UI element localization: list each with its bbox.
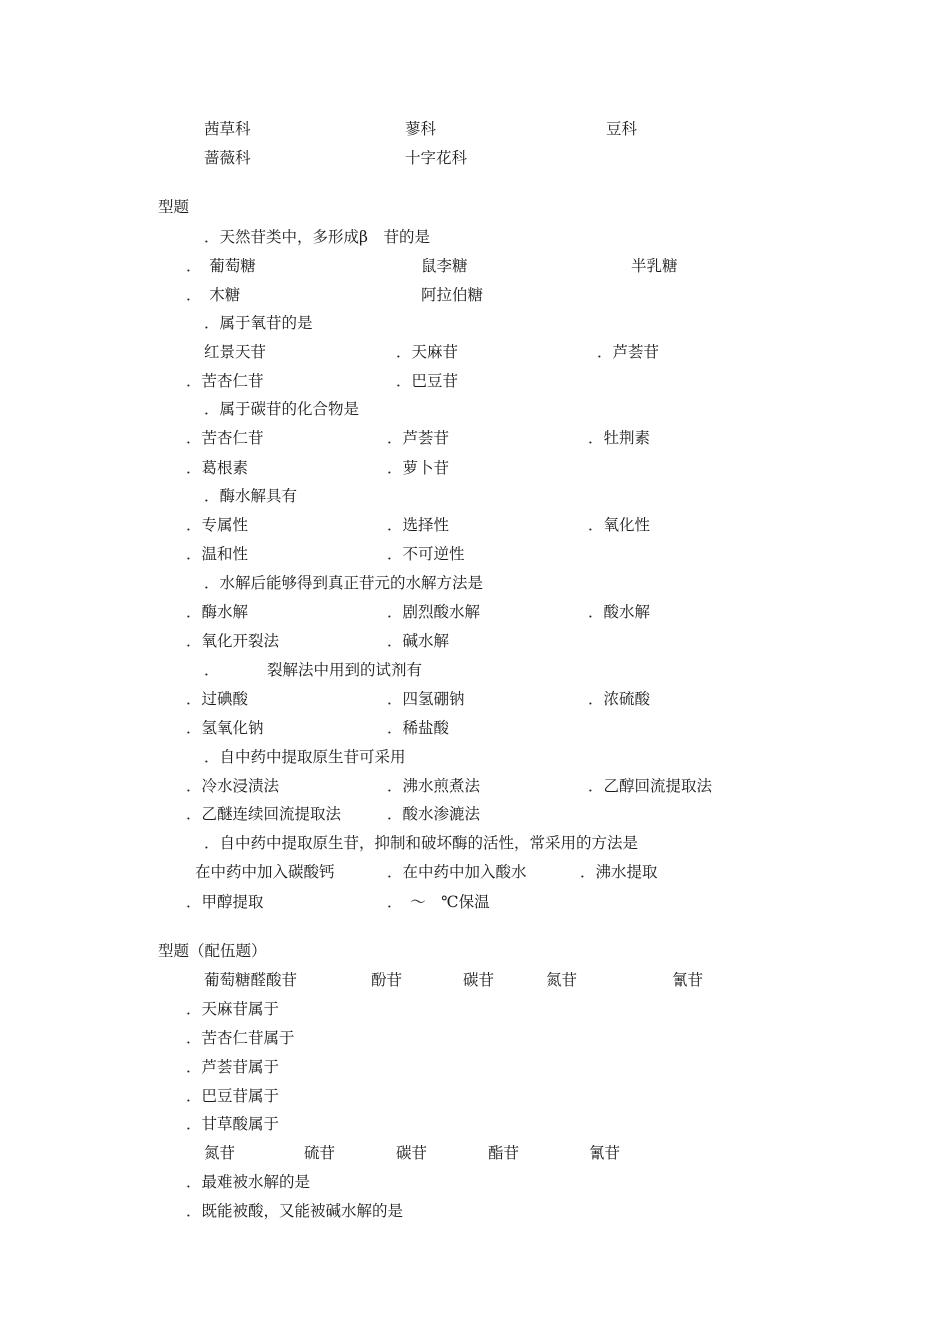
option-text: ．专属性 [186,516,249,534]
option-text: ．在中药中加入酸水 [387,863,527,881]
option-text: ．稀盐酸 [387,719,450,737]
option-text: 氰苷 [672,971,704,989]
option-text: ．碱水解 [387,632,450,650]
question-stem: ．巴豆苷属于 [186,1087,280,1105]
option-text: ．葛根素 [186,459,249,477]
option-text: ． ～ ℃保温 [387,893,490,911]
option-text: ．天麻苷 [396,343,459,361]
question-stem: ．自中药中提取原生苷，抑制和破坏酶的活性，常采用的方法是 [204,834,639,852]
option-text: 碳苷 [463,971,495,989]
option-text: 红景天苷 [204,343,267,361]
option-text: 豆科 [606,120,638,138]
question-stem: ．天然苷类中，多形成β 苷的是 [204,228,430,246]
option-text: 酯苷 [488,1144,520,1162]
section-heading: 型题（配伍题） [158,942,267,960]
section-heading: 型题 [158,198,190,216]
question-stem: ．最难被水解的是 [186,1173,311,1191]
option-text: ．氧化性 [588,516,651,534]
option-text: ． 葡萄糖 [186,257,256,275]
question-stem: ．属于碳苷的化合物是 [204,400,360,418]
option-text: ．不可逆性 [387,545,465,563]
option-text: ．四氢硼钠 [387,690,465,708]
option-text: 半乳糖 [631,257,678,275]
question-stem: ．水解后能够得到真正苷元的水解方法是 [204,574,484,592]
option-text: ．芦荟苷 [597,343,660,361]
option-text: 葡萄糖醛酸苷 [204,971,298,989]
option-text: ． 木糖 [186,286,241,304]
question-stem: ．芦荟苷属于 [186,1058,280,1076]
option-text: 氮苷 [204,1144,236,1162]
option-text: 鼠李糖 [421,257,468,275]
question-number-dot: ． [204,661,220,679]
question-stem: ．属于氧苷的是 [204,314,313,332]
option-text: ．酶水解 [186,603,249,621]
option-text: ．酸水解 [588,603,651,621]
option-text: 在中药中加入碳酸钙 [195,863,335,881]
question-stem: ．自中药中提取原生苷可采用 [204,748,406,766]
option-text: ．冷水浸渍法 [186,777,280,795]
option-text: 十字花科 [405,149,468,167]
option-text: 氰苷 [589,1144,621,1162]
option-text: ．芦荟苷 [387,429,450,447]
option-text: 氮苷 [546,971,578,989]
option-text: 酚苷 [371,971,403,989]
option-text: ．氢氧化钠 [186,719,264,737]
option-text: 茜草科 [204,120,251,138]
option-text: ．酸水渗漉法 [387,805,481,823]
option-text: 碳苷 [396,1144,428,1162]
question-stem: ．天麻苷属于 [186,1000,280,1018]
option-text: ．苦杏仁苷 [186,429,264,447]
option-text: ．甲醇提取 [186,893,264,911]
option-text: ．巴豆苷 [396,372,459,390]
option-text: 硫苷 [304,1144,336,1162]
option-text: ．萝卜苷 [387,459,450,477]
option-text: ．沸水煎煮法 [387,777,481,795]
question-stem: ．甘草酸属于 [186,1115,280,1133]
option-text: ．选择性 [387,516,450,534]
option-text: ．浓硫酸 [588,690,651,708]
option-text: ．沸水提取 [580,863,658,881]
option-text: ．氧化开裂法 [186,632,280,650]
option-text: ．乙醚连续回流提取法 [186,805,342,823]
option-text: ．乙醇回流提取法 [588,777,713,795]
option-text: 阿拉伯糖 [421,286,484,304]
question-stem: ．酶水解具有 [204,487,298,505]
question-stem: ．苦杏仁苷属于 [186,1029,295,1047]
option-text: 蓼科 [405,120,437,138]
option-text: ．温和性 [186,545,249,563]
option-text: ．剧烈酸水解 [387,603,481,621]
question-stem: 裂解法中用到的试剂有 [267,661,423,679]
option-text: ．苦杏仁苷 [186,372,264,390]
option-text: ．过碘酸 [186,690,249,708]
option-text: 蔷薇科 [204,149,251,167]
question-stem: ．既能被酸，又能被碱水解的是 [186,1202,404,1220]
option-text: ．牡荆素 [588,429,651,447]
